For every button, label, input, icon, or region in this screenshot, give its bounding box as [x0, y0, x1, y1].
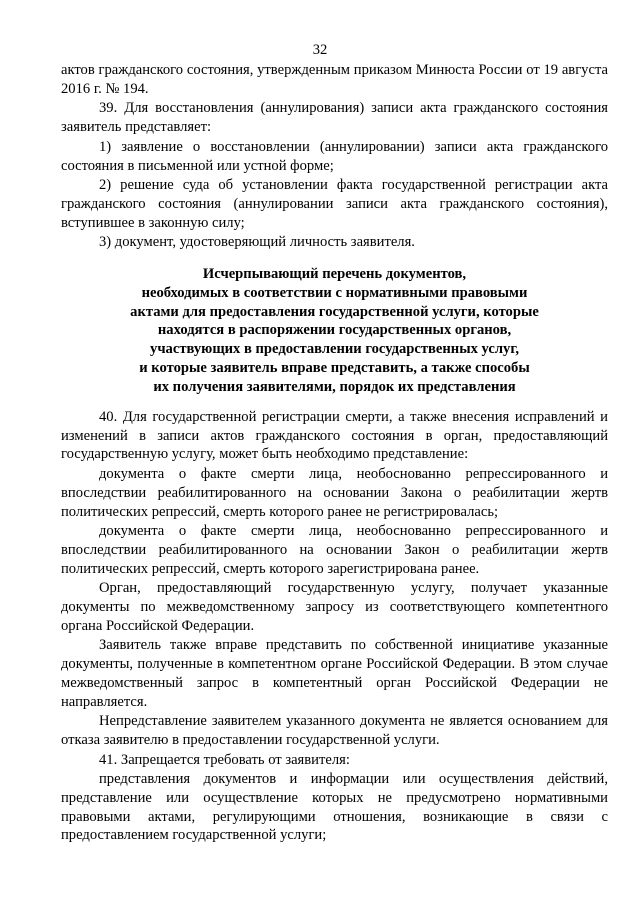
paragraph-document-2: документа о факте смерти лица, необоснованно репрессированного и впоследствии реабилитированного на основании Закон о реабилитации жертв политических репрессий, смерть которого зарегистрирована ранее. [61, 523, 608, 577]
top-section [61, 61, 608, 252]
paragraph-item-39-3: 3) документ, удостоверяющий личность заявителя. [99, 234, 415, 251]
paragraph-continuation: актов гражданского состояния, утвержденным приказом Минюста России от 19 августа 2016 г. № 194. [61, 62, 608, 97]
paragraph-item-40: 40. Для государственной регистрации смерти, а также внесения исправлений и изменений в записи актов гражданского состояния в орган, предоставляющий государственную услугу, может быть необходимо представление: [61, 409, 608, 463]
paragraph-item-39-2: 2) решение суда об установлении факта государственной регистрации акта гражданского состояния (аннулировании записи акта гражданского состояния), вступившее в законную силу; [61, 177, 608, 231]
paragraph-applicant-right: Заявитель также вправе представить по собственной инициативе указанные документы, полученные в компетентном органе Российской Федерации. В этом случае межведомственный запрос в компетентный орган Российской Федерации не направляется. [61, 637, 608, 710]
heading-line: находятся в распоряжении государственных органов, [157, 322, 512, 339]
paragraph-item-41: 41. Запрещается требовать от заявителя: [99, 751, 350, 768]
section-heading [61, 265, 608, 397]
paragraph-document-1: документа о факте смерти лица, необоснованно репрессированного и впоследствии реабилитированного на основании Закона о реабилитации жертв политических репрессий, смерть которого ранее не регистрировалась; [61, 466, 608, 520]
paragraph-item-41-1: представления документов и информации или осуществления действий, представление или осуществление которых не предусмотрено нормативными правовыми актами, регулирующими отношения, возникающие в связи с предоставлением государственной услуги; [61, 771, 608, 844]
heading-line: актами для предоставления государственной услуги, которые [130, 303, 539, 320]
page-number: 32 [312, 42, 328, 58]
paragraph-item-39: 39. Для восстановления (аннулирования) записи акта гражданского состояния заявитель представляет: [61, 100, 608, 136]
paragraph-interagency-request: Орган, предоставляющий государственную услугу, получает указанные документы по межведомственному запросу из соответствующего компетентного органа Российской Федерации. [61, 580, 608, 634]
paragraph-non-submission: Непредставление заявителем указанного документа не является основанием для отказа заявителю в предоставлении государственной услуги. [61, 713, 608, 748]
heading-line: и которые заявитель вправе представить, а также способы [139, 359, 530, 376]
heading-line: необходимых в соответствии с нормативными правовыми [141, 284, 528, 301]
heading-line: Исчерпывающий перечень документов, [202, 266, 467, 282]
paragraph-item-39-1: 1) заявление о восстановлении (аннулировании) записи акта гражданского состояния в письменной или устной форме; [61, 138, 608, 174]
bottom-section [61, 408, 608, 845]
heading-line: участвующих в предоставлении государственных услуг, [150, 341, 519, 358]
heading-line: их получения заявителями, порядок их представления [153, 378, 516, 395]
